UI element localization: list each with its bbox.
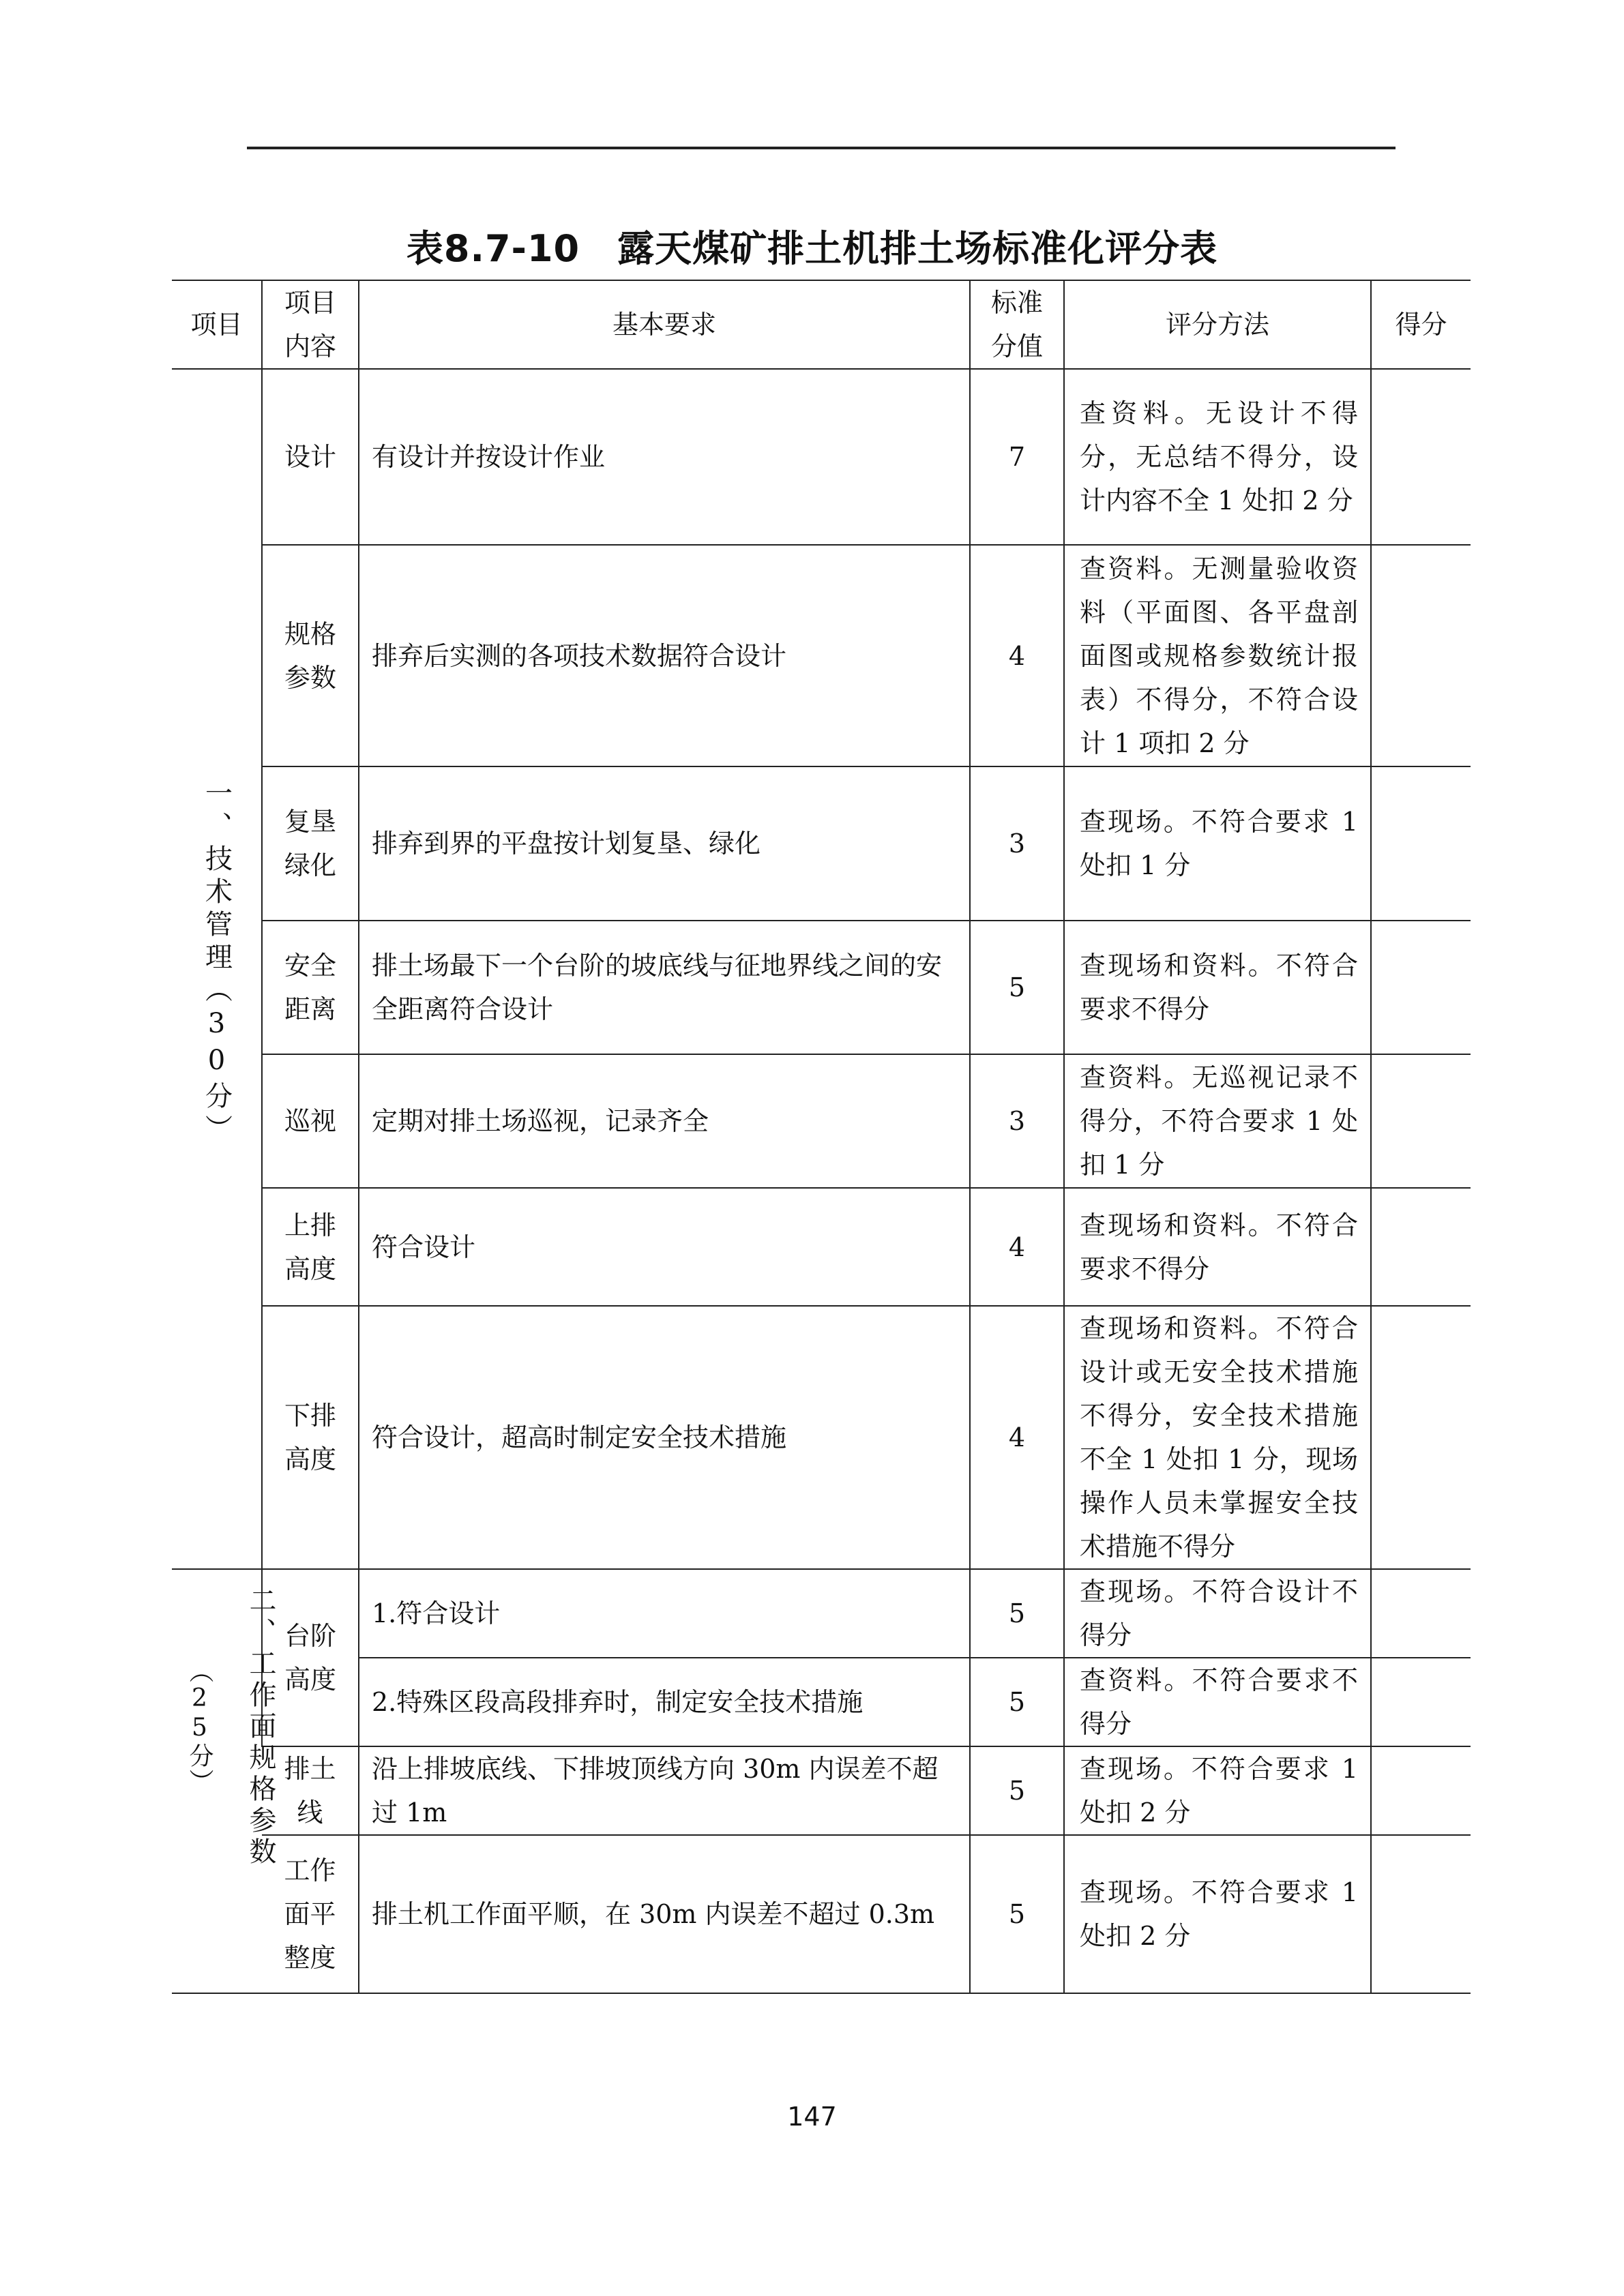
category-label: 一、技术管理（30分） [201, 778, 233, 1147]
method-cell: 查资料。不符合要求不得分 [1064, 1658, 1371, 1746]
score-cell[interactable] [1371, 1306, 1471, 1569]
standard-value-cell: 5 [970, 1746, 1064, 1835]
requirement-cell: 1.符合设计 [359, 1569, 970, 1658]
table-row [172, 1835, 1471, 1993]
table-row [172, 1054, 1471, 1188]
category-cell [172, 369, 262, 1569]
standard-value-cell: 5 [970, 921, 1064, 1054]
table-row [172, 1188, 1471, 1306]
page-title: 表8.7-10 露天煤矿排土机排土场标准化评分表 [406, 227, 1218, 270]
method-cell: 查现场和资料。不符合设计或无安全技术措施不得分，安全技术措施不全 1 处扣 1 分，现场操作人员未掌握安全技术措施不得分 [1064, 1306, 1371, 1569]
standard-value-cell: 3 [970, 766, 1064, 921]
requirement-cell: 2.特殊区段高段排弃时，制定安全技术措施 [359, 1658, 970, 1746]
score-cell[interactable] [1371, 1658, 1471, 1746]
page-number: 147 [787, 2102, 837, 2132]
standard-value-cell: 5 [970, 1835, 1064, 1993]
table-row [172, 921, 1471, 1054]
header-rule [247, 147, 1396, 149]
method-cell: 查资料。无巡视记录不得分，不符合要求 1 处扣 1 分 [1064, 1054, 1371, 1188]
method-cell: 查现场。不符合设计不得分 [1064, 1569, 1371, 1658]
sub-item-cell [262, 1746, 359, 1835]
sub-item-label: 巡视 [284, 1106, 336, 1136]
score-cell[interactable] [1371, 1835, 1471, 1993]
header-method: 评分方法 [1064, 280, 1371, 369]
header-standard-value-text: 标准 分值 [990, 288, 1043, 361]
score-cell[interactable] [1371, 545, 1471, 766]
category-label: 二、工作面规格参数 [245, 1586, 276, 1868]
standard-value-cell: 4 [970, 1188, 1064, 1306]
score-cell[interactable] [1371, 1569, 1471, 1658]
requirement-cell: 沿上排坡底线、下排坡顶线方向 30m 内误差不超过 1m [359, 1746, 970, 1835]
sub-item-cell [262, 1569, 359, 1746]
sub-item-cell [262, 921, 359, 1054]
requirement-cell: 排土场最下一个台阶的坡底线与征地界线之间的安全距离符合设计 [359, 921, 970, 1054]
score-cell[interactable] [1371, 1746, 1471, 1835]
standard-value-cell: 4 [970, 545, 1064, 766]
scoring-table [172, 280, 1471, 1994]
requirement-cell: 排弃到界的平盘按计划复垦、绿化 [359, 766, 970, 921]
requirement-cell: 排弃后实测的各项技术数据符合设计 [359, 545, 970, 766]
category-label-wrapper [172, 1570, 276, 1993]
method-cell: 查现场。不符合要求 1 处扣 2 分 [1064, 1835, 1371, 1993]
table-row [172, 1746, 1471, 1835]
category-score-label: （25分） [186, 1658, 213, 1795]
sub-item-label: 上排 高度 [284, 1210, 336, 1284]
method-cell: 查现场和资料。不符合要求不得分 [1064, 1188, 1371, 1306]
method-cell: 查资料。无设计不得分，无总结不得分，设计内容不全 1 处扣 2 分 [1064, 369, 1371, 545]
header-category: 项目 [172, 280, 262, 369]
table-row [172, 1569, 1471, 1658]
standard-value-cell: 5 [970, 1569, 1064, 1658]
sub-item-label: 台阶 高度 [284, 1621, 336, 1695]
score-cell[interactable] [1371, 921, 1471, 1054]
table-header-row [172, 280, 1471, 369]
sub-item-cell [262, 1054, 359, 1188]
table-row [172, 1658, 1471, 1746]
standard-value-cell: 3 [970, 1054, 1064, 1188]
sub-item-label: 复垦 绿化 [284, 807, 336, 880]
standard-value-cell: 5 [970, 1658, 1064, 1746]
sub-item-cell [262, 369, 359, 545]
method-cell: 查现场和资料。不符合要求不得分 [1064, 921, 1371, 1054]
standard-value-cell: 4 [970, 1306, 1064, 1569]
method-cell: 查资料。无测量验收资料（平面图、各平盘剖面图或规格参数统计报表）不得分，不符合设计 1 项扣 2 分 [1064, 545, 1371, 766]
header-score: 得分 [1371, 280, 1471, 369]
score-cell[interactable] [1371, 369, 1471, 545]
method-cell: 查现场。不符合要求 1 处扣 2 分 [1064, 1746, 1371, 1835]
header-sub-item [262, 280, 359, 369]
requirement-cell: 排土机工作面平顺，在 30m 内误差不超过 0.3m [359, 1835, 970, 1993]
sub-item-label: 设计 [284, 442, 336, 472]
method-cell: 查现场。不符合要求 1 处扣 1 分 [1064, 766, 1371, 921]
sub-item-label: 规格 参数 [284, 618, 336, 693]
requirement-cell: 定期对排土场巡视，记录齐全 [359, 1054, 970, 1188]
table-row [172, 369, 1471, 545]
requirement-cell: 有设计并按设计作业 [359, 369, 970, 545]
sub-item-cell [262, 1306, 359, 1569]
category-cell [172, 1569, 276, 1993]
header-standard-value [970, 280, 1064, 369]
requirement-cell: 符合设计，超高时制定安全技术措施 [359, 1306, 970, 1569]
sub-item-label: 工作 面平 整度 [284, 1855, 336, 1973]
header-requirement: 基本要求 [359, 280, 970, 369]
sub-item-cell [262, 545, 359, 766]
standard-value-cell: 7 [970, 369, 1064, 545]
table-row [172, 1306, 1471, 1569]
sub-item-label: 下排 高度 [284, 1401, 336, 1474]
sub-item-cell [262, 1188, 359, 1306]
table-row [172, 766, 1471, 921]
sub-item-cell [262, 1835, 359, 1993]
score-cell[interactable] [1371, 766, 1471, 921]
sub-item-label: 排土 线 [284, 1754, 336, 1828]
score-cell[interactable] [1371, 1054, 1471, 1188]
sub-item-label: 安全 距离 [284, 951, 336, 1024]
score-cell[interactable] [1371, 1188, 1471, 1306]
sub-item-cell [262, 766, 359, 921]
table-row [172, 545, 1471, 766]
header-sub-item-text: 项目 内容 [284, 288, 336, 361]
requirement-cell: 符合设计 [359, 1188, 970, 1306]
